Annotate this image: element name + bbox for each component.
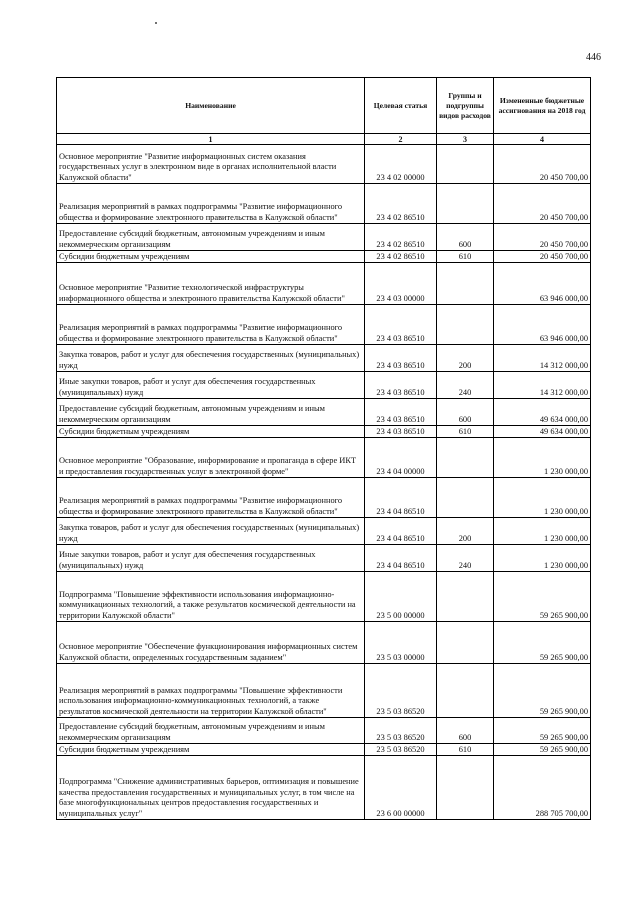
table-row [57, 345, 591, 372]
row-name: Иные закупки товаров, работ и услуг для обеспечения государственных (муниципальных) нужд [57, 545, 365, 572]
row-name: Реализация мероприятий в рамках подпрограммы "Развитие информационного общества и формирование электронного правительства в Калужской области" [57, 184, 365, 224]
row-group: 610 [437, 251, 494, 263]
row-name: Основное мероприятие "Образование, информирование и пропаганда в сфере ИКТ и предоставления государственных услуг в электронной форме" [57, 438, 365, 478]
row-group [437, 438, 494, 478]
table-row [57, 756, 591, 820]
row-target-code: 23 5 03 86520 [365, 718, 437, 744]
row-amount: 59 265 900,00 [494, 718, 591, 744]
table-row [57, 372, 591, 399]
row-name: Подпрограмма "Повышение эффективности использования информационно-коммуникационных технологий, а также результатов космической деятельности на территории Калужской области" [57, 572, 365, 622]
row-target-code: 23 5 03 86520 [365, 744, 437, 756]
row-group [437, 622, 494, 664]
row-amount: 49 634 000,00 [494, 399, 591, 426]
row-target-code: 23 5 00 00000 [365, 572, 437, 622]
row-name: Иные закупки товаров, работ и услуг для обеспечения государственных (муниципальных) нужд [57, 372, 365, 399]
header-amount: Измененные бюджетные ассигнования на 2018 год [494, 78, 591, 134]
row-target-code: 23 4 04 86510 [365, 518, 437, 545]
table-row [57, 718, 591, 744]
row-target-code: 23 4 03 86510 [365, 426, 437, 438]
row-name: Субсидии бюджетным учреждениям [57, 251, 365, 263]
row-group: 200 [437, 518, 494, 545]
row-target-code: 23 5 03 00000 [365, 622, 437, 664]
row-group [437, 756, 494, 820]
row-target-code: 23 4 04 86510 [365, 478, 437, 518]
row-group: 610 [437, 744, 494, 756]
row-target-code: 23 4 04 86510 [365, 545, 437, 572]
row-group [437, 145, 494, 184]
row-amount: 1 230 000,00 [494, 518, 591, 545]
row-name: Основное мероприятие "Обеспечение функционирования информационных систем Калужской области, определенных государственным заданием" [57, 622, 365, 664]
column-number: 3 [437, 134, 494, 145]
row-target-code: 23 4 03 86510 [365, 372, 437, 399]
row-target-code: 23 4 03 86510 [365, 399, 437, 426]
row-name: Предоставление субсидий бюджетным, автономным учреждениям и иным некоммерческим организациям [57, 224, 365, 251]
row-target-code: 23 4 04 00000 [365, 438, 437, 478]
row-group [437, 478, 494, 518]
row-target-code: 23 4 02 86510 [365, 184, 437, 224]
table-row [57, 426, 591, 438]
column-number-row [57, 134, 591, 145]
row-amount: 288 705 700,00 [494, 756, 591, 820]
row-amount: 20 450 700,00 [494, 184, 591, 224]
row-target-code: 23 4 02 00000 [365, 145, 437, 184]
row-group: 600 [437, 224, 494, 251]
row-name: Реализация мероприятий в рамках подпрограммы "Развитие информационного общества и формирование электронного правительства в Калужской области" [57, 305, 365, 345]
row-amount: 59 265 900,00 [494, 622, 591, 664]
table-row [57, 224, 591, 251]
row-amount: 14 312 000,00 [494, 372, 591, 399]
row-name: Закупка товаров, работ и услуг для обеспечения государственных (муниципальных) нужд [57, 345, 365, 372]
row-group [437, 664, 494, 718]
row-name: Подпрограмма "Снижение административных барьеров, оптимизация и повышение качества предоставления государственных и муниципальных услуг, в том числе на базе многофункциональных центров предоставления государственных и муниципальных услуг" [57, 756, 365, 820]
row-amount: 1 230 000,00 [494, 478, 591, 518]
table-row [57, 478, 591, 518]
row-target-code: 23 4 02 86510 [365, 251, 437, 263]
row-group: 600 [437, 399, 494, 426]
row-amount: 59 265 900,00 [494, 744, 591, 756]
table-row [57, 263, 591, 305]
table-row [57, 518, 591, 545]
row-group: 610 [437, 426, 494, 438]
row-group: 240 [437, 545, 494, 572]
table-row [57, 399, 591, 426]
row-target-code: 23 4 02 86510 [365, 224, 437, 251]
row-name: Субсидии бюджетным учреждениям [57, 744, 365, 756]
row-name: Субсидии бюджетным учреждениям [57, 426, 365, 438]
row-name: Закупка товаров, работ и услуг для обеспечения государственных (муниципальных) нужд [57, 518, 365, 545]
table-row [57, 744, 591, 756]
header-name: Наименование [57, 78, 365, 134]
table-row [57, 305, 591, 345]
row-amount: 63 946 000,00 [494, 305, 591, 345]
row-target-code: 23 4 03 86510 [365, 305, 437, 345]
row-group: 600 [437, 718, 494, 744]
table-row [57, 572, 591, 622]
row-amount: 59 265 900,00 [494, 572, 591, 622]
table-row [57, 664, 591, 718]
row-name: Реализация мероприятий в рамках подпрограммы "Повышение эффективности использования информационно-коммуникационных технологий, а также результатов космической деятельности на территории Калужской области" [57, 664, 365, 718]
row-amount: 63 946 000,00 [494, 263, 591, 305]
row-amount: 49 634 000,00 [494, 426, 591, 438]
row-target-code: 23 4 03 00000 [365, 263, 437, 305]
table-row [57, 622, 591, 664]
page-number: 446 [586, 52, 601, 63]
row-amount: 20 450 700,00 [494, 145, 591, 184]
row-name: Предоставление субсидий бюджетным, автономным учреждениям и иным некоммерческим организациям [57, 399, 365, 426]
row-name: Основное мероприятие "Развитие информационных систем оказания государственных услуг в электронном виде в органах исполнительной власти Калужской области" [57, 145, 365, 184]
row-amount: 20 450 700,00 [494, 224, 591, 251]
row-target-code: 23 6 00 00000 [365, 756, 437, 820]
header-groups: Группы и подгруппы видов расходов [437, 78, 494, 134]
column-number: 2 [365, 134, 437, 145]
table-row [57, 251, 591, 263]
row-amount: 59 265 900,00 [494, 664, 591, 718]
row-group [437, 305, 494, 345]
row-amount: 1 230 000,00 [494, 545, 591, 572]
row-name: Реализация мероприятий в рамках подпрограммы "Развитие информационного общества и формирование электронного правительства в Калужской области" [57, 478, 365, 518]
row-amount: 20 450 700,00 [494, 251, 591, 263]
row-amount: 1 230 000,00 [494, 438, 591, 478]
row-target-code: 23 5 03 86520 [365, 664, 437, 718]
row-target-code: 23 4 03 86510 [365, 345, 437, 372]
header-target: Целевая статья [365, 78, 437, 134]
column-number: 1 [57, 134, 365, 145]
row-group: 240 [437, 372, 494, 399]
header-row [57, 78, 591, 134]
row-name: Предоставление субсидий бюджетным, автономным учреждениям и иным некоммерческим организациям [57, 718, 365, 744]
row-amount: 14 312 000,00 [494, 345, 591, 372]
scan-speck [155, 22, 157, 24]
table-row [57, 184, 591, 224]
table-row [57, 545, 591, 572]
row-group [437, 572, 494, 622]
row-group [437, 263, 494, 305]
table-row [57, 438, 591, 478]
row-group: 200 [437, 345, 494, 372]
column-number: 4 [494, 134, 591, 145]
table-row [57, 145, 591, 184]
budget-table [56, 77, 591, 820]
row-name: Основное мероприятие "Развитие технологической инфраструктуры информационного общества и электронного правительства Калужской области" [57, 263, 365, 305]
row-group [437, 184, 494, 224]
